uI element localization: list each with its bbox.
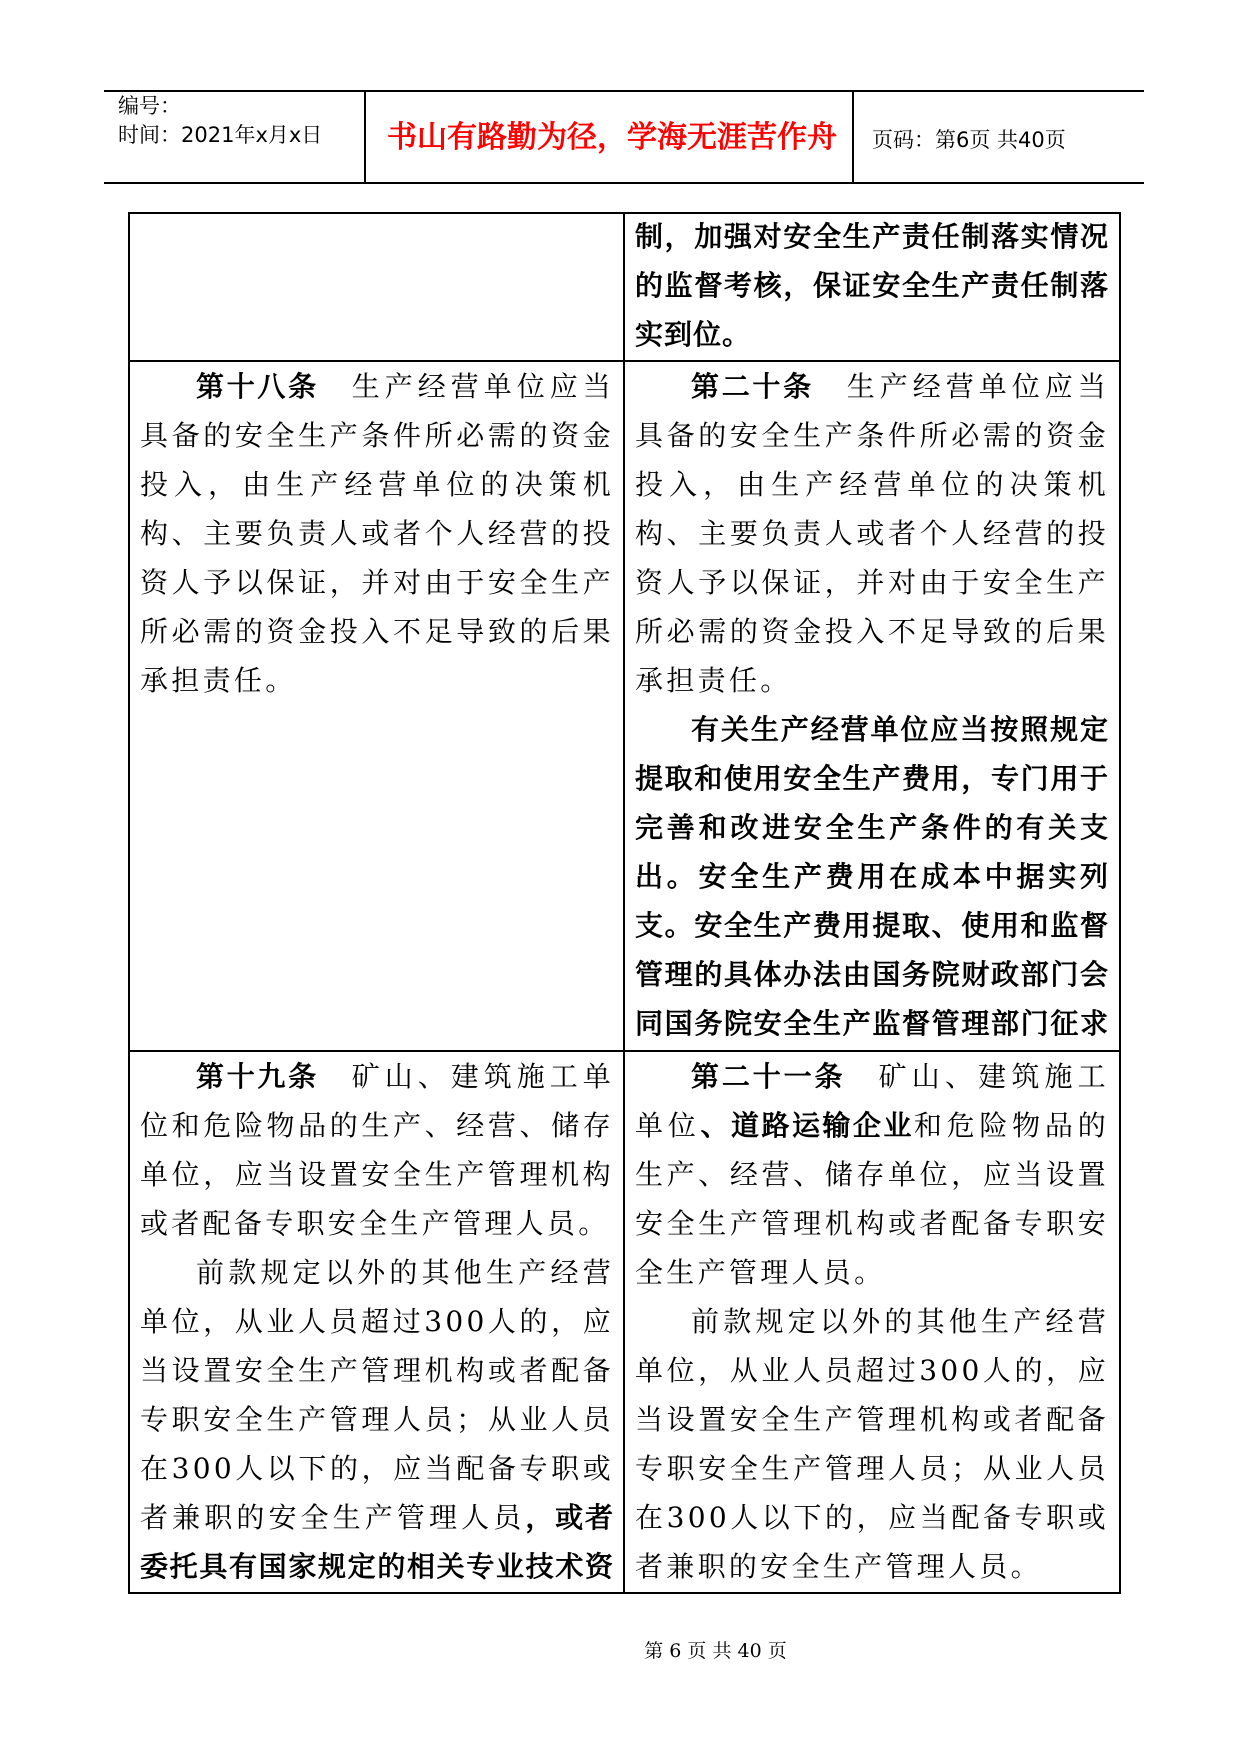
article-21-text-after: 和危险物品的生产、经营、储存单位，应当设置安全生产管理机构或者配备专职安全生产管理人员。 xyxy=(635,1109,1109,1289)
comparison-table xyxy=(128,212,1121,1594)
row3-right-cell xyxy=(635,1052,1109,1590)
article-19-para2: 前款规定以外的其他生产经营单位，从业人员超过300人的，应当设置安全生产管理机构或者配备专职安全生产管理人员；从业人员在300人以下的，应当配备专职或者兼职的安全生产管理人员 xyxy=(140,1256,614,1534)
article-18-text: 生产经营单位应当具备的安全生产条件所必需的资金投入，由生产经营单位的决策机构、主要负责人或者个人经营的投资人予以保证，并对由于安全生产所必需的资金投入不足导致的后果承担责任。 xyxy=(140,370,614,697)
header-motto: 书山有路勤为径，学海无涯苦作舟 xyxy=(387,120,837,155)
article-20-text: 生产经营单位应当具备的安全生产条件所必需的资金投入，由生产经营单位的决策机构、主要负责人或者个人经营的投资人予以保证，并对由于安全生产所必需的资金投入不足导致的后果承担责任。 xyxy=(635,370,1109,697)
row1-right-cell xyxy=(635,212,1109,360)
article-18-title: 第十八条 xyxy=(196,370,319,403)
footer-page-number: 第 6 页 共 40 页 xyxy=(644,1640,787,1662)
row1-left-cell xyxy=(140,212,614,360)
table-border-bottom xyxy=(128,1592,1121,1594)
article-21-text-added: 、道路运输企业 xyxy=(700,1109,914,1142)
header-bottom-rule xyxy=(104,182,1144,184)
row1-right-text: 制，加强对安全生产责任制落实情况的监督考核，保证安全生产责任制落实到位。 xyxy=(635,220,1109,351)
serial-number-label: 编号： xyxy=(118,94,181,118)
article-21-para2: 前款规定以外的其他生产经营单位，从业人员超过300人的，应当设置安全生产管理机构或者配备专职安全生产管理人员；从业人员在300人以下的，应当配备专职或者兼职的安全生产管理人员。 xyxy=(635,1305,1109,1583)
table-border-left xyxy=(128,212,130,1594)
article-21-text-before: 矿山、建筑施工单位 xyxy=(635,1060,1109,1142)
row3-left-cell xyxy=(140,1052,614,1590)
article-20-title: 第二十条 xyxy=(691,370,814,403)
article-19-para2-added: ，或者委托具有国家规定的相关专业技术资 xyxy=(140,1501,614,1583)
article-19-text: 矿山、建筑施工单位和危险物品的生产、经营、储存单位，应当设置安全生产管理机构或者配备专职安全生产管理人员。 xyxy=(140,1060,614,1240)
row2-right-cell xyxy=(635,362,1109,1048)
header-divider-right xyxy=(852,90,854,183)
article-21-title: 第二十一条 xyxy=(691,1060,846,1093)
table-border-right xyxy=(1119,212,1121,1594)
article-19-title: 第十九条 xyxy=(196,1060,319,1093)
table-column-divider xyxy=(623,212,625,1594)
header-divider-left xyxy=(364,90,366,183)
header-page-number: 页码：第6页 共40页 xyxy=(872,128,1066,152)
article-20-added-paragraph: 有关生产经营单位应当按照规定提取和使用安全生产费用，专门用于完善和改进安全生产条件的有关支出。安全生产费用在成本中据实列支。安全生产费用提取、使用和监督管理的具体办法由国务院财政部门会同国务院安全生产监督管理部门征求 xyxy=(635,713,1109,1040)
time-label: 时间：2021年x月x日 xyxy=(118,123,323,147)
row2-left-cell xyxy=(140,362,614,1048)
header-meta xyxy=(118,92,322,150)
